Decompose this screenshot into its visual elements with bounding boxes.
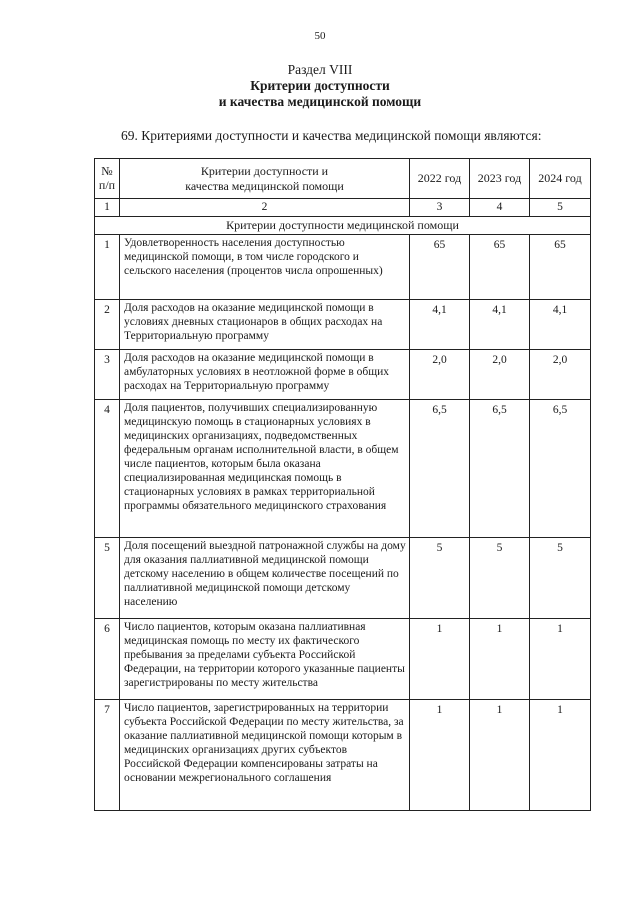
value-2024: 5 — [530, 538, 591, 619]
value-2023: 6,5 — [470, 400, 530, 538]
criterion-text: Число пациентов, которым оказана паллиативная медицинская помощь по месту их фактического пребывания за пределами субъекта Российской Федерации, на территории которого указанные пациенты зарегистрированы по месту жительства — [120, 619, 410, 700]
criterion-text: Доля расходов на оказание медицинской помощи в амбулаторных условиях в неотложной форме в общих расходах на Территориальную программу — [120, 350, 410, 400]
value-2023: 5 — [470, 538, 530, 619]
column-number: 4 — [470, 199, 530, 217]
criterion-text: Доля посещений выездной патронажной службы на дому для оказания паллиативной медицинской помощи детскому населению в общем количестве посещений по паллиативной медицинской помощи детскому населению — [120, 538, 410, 619]
criteria-table — [94, 158, 591, 811]
column-number: 1 — [95, 199, 120, 217]
value-2022: 1 — [410, 619, 470, 700]
column-number: 5 — [530, 199, 591, 217]
table-row — [95, 700, 591, 811]
table-header-row — [95, 159, 591, 199]
column-number: 3 — [410, 199, 470, 217]
row-number: 5 — [95, 538, 120, 619]
value-2023: 65 — [470, 235, 530, 300]
section-title-line-1: Критерии доступности — [250, 78, 390, 93]
criterion-text: Удовлетворенность населения доступностью медицинской помощи, в том числе городского и сельского населения (процентов числа опрошенных) — [120, 235, 410, 300]
value-2024: 1 — [530, 700, 591, 811]
row-number: 7 — [95, 700, 120, 811]
column-number-row — [95, 199, 591, 217]
header-2023: 2023 год — [470, 159, 530, 199]
column-number: 2 — [120, 199, 410, 217]
value-2023: 1 — [470, 619, 530, 700]
intro-paragraph: 69. Критериями доступности и качества медицинской помощи являются: — [121, 128, 542, 143]
value-2024: 1 — [530, 619, 591, 700]
criterion-text: Доля расходов на оказание медицинской помощи в условиях дневных стационаров в общих расходах на Территориальную программу — [120, 300, 410, 350]
value-2023: 4,1 — [470, 300, 530, 350]
header-2022: 2022 год — [410, 159, 470, 199]
value-2022: 65 — [410, 235, 470, 300]
value-2022: 2,0 — [410, 350, 470, 400]
row-number: 2 — [95, 300, 120, 350]
section-label: Раздел VIII — [287, 62, 353, 77]
value-2024: 4,1 — [530, 300, 591, 350]
table-row — [95, 350, 591, 400]
row-number: 6 — [95, 619, 120, 700]
row-number: 1 — [95, 235, 120, 300]
value-2022: 5 — [410, 538, 470, 619]
value-2024: 65 — [530, 235, 591, 300]
table-row — [95, 619, 591, 700]
row-number: 4 — [95, 400, 120, 538]
row-number: 3 — [95, 350, 120, 400]
value-2023: 1 — [470, 700, 530, 811]
header-num: № п/п — [95, 159, 120, 199]
header-criteria: Критерии доступности и качества медицинской помощи — [120, 159, 410, 199]
criterion-text: Число пациентов, зарегистрированных на территории субъекта Российской Федерации по месту жительства, за оказание паллиативной медицинской помощи которым в медицинских организациях других субъектов Российской Федерации компенсированы затраты на основании межрегионального соглашения — [120, 700, 410, 811]
value-2024: 2,0 — [530, 350, 591, 400]
group-title: Критерии доступности медицинской помощи — [95, 217, 591, 235]
table-row — [95, 538, 591, 619]
group-row — [95, 217, 591, 235]
table-row — [95, 400, 591, 538]
value-2022: 1 — [410, 700, 470, 811]
value-2022: 6,5 — [410, 400, 470, 538]
criterion-text: Доля пациентов, получивших специализированную медицинскую помощь в стационарных условиях в медицинских организациях, подведомственных федеральным органам исполнительной власти, в общем числе пациентов, которым была оказана специализированная медицинская помощь в стационарных условиях в рамках территориальной программы обязательного медицинского страхования — [120, 400, 410, 538]
table-row — [95, 235, 591, 300]
page-number: 50 — [314, 30, 326, 42]
table-row — [95, 300, 591, 350]
value-2024: 6,5 — [530, 400, 591, 538]
section-heading — [0, 62, 640, 110]
value-2022: 4,1 — [410, 300, 470, 350]
value-2023: 2,0 — [470, 350, 530, 400]
header-2024: 2024 год — [530, 159, 591, 199]
section-title-line-2: и качества медицинской помощи — [218, 94, 422, 109]
